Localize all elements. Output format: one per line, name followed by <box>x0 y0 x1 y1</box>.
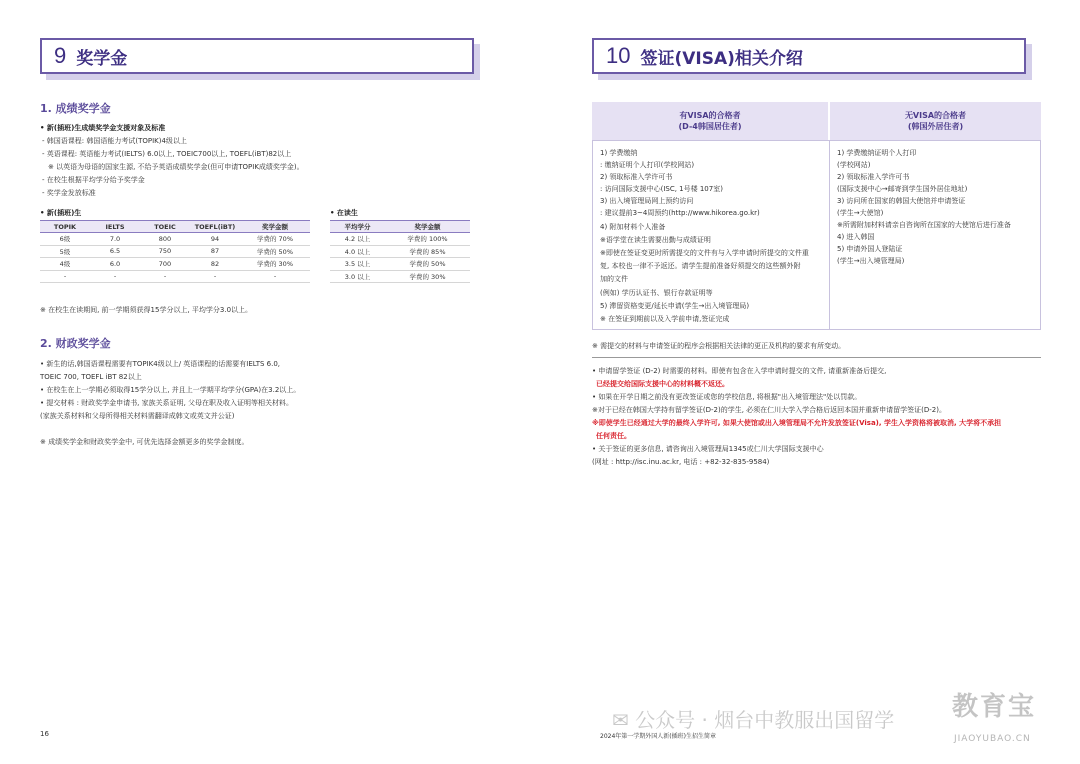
table-cell: 6级 <box>40 233 90 246</box>
table-cell: 5级 <box>40 245 90 258</box>
table-header: TOEFL(iBT) <box>190 221 240 233</box>
table-cell: 学费的 50% <box>385 258 470 271</box>
watermark <box>612 704 894 733</box>
table-cell: 3.5 以上 <box>330 258 385 271</box>
visa-note: ※对于已经在韩国大学持有留学签证(D-2)的学生, 必须在仁川大学入学合格后返回本国并重新申请留学签证(D-2)。 <box>592 406 946 414</box>
table-header: IELTS <box>90 221 140 233</box>
table-cell: 87 <box>190 245 240 258</box>
table-row <box>330 270 470 283</box>
page-number: 16 <box>40 730 49 738</box>
visa-step: : 缴纳证明个人打印(学校网站) <box>600 161 695 169</box>
visa-warning: 已经提交给国际支援中心的材料概不返还。 <box>596 380 729 388</box>
table-cell: - <box>240 270 310 283</box>
logo-sub: JIAOYUBAO.CN <box>954 734 1031 744</box>
visa-warning: ※即使学生已经通过大学的最终入学许可, 如果大使馆或出入境管理局不允许发放签证(Visa), 学生入学资格将被取消, 大学将不承担 <box>592 419 1002 427</box>
s1-line: - 奖学金发放标准 <box>42 189 96 197</box>
visa-step: ※即使在签证变更时所需提交的文件有与入学申请时所提交的文件重 <box>600 249 809 257</box>
visa-step: 4) 进入韩国 <box>837 233 875 241</box>
s2-line: • 提交材料 : 财政奖学金申请书, 家族关系证明, 父母在职及收入证明等相关材料。 <box>40 399 294 407</box>
visa-step: ※ 在签证到期前以及入学前申请,签证完成 <box>600 315 730 323</box>
table-header-row <box>40 221 310 233</box>
table1-label: • 新(插班)生 <box>40 209 82 217</box>
table-cell: - <box>40 270 90 283</box>
visa-step: (例如) 学历认证书、银行存款证明等 <box>600 289 713 297</box>
table-row <box>40 258 310 271</box>
table-row <box>330 258 470 271</box>
visa-step: (国际支援中心→邮寄到学生国外居住地址) <box>837 185 968 193</box>
table-cell: 学费的 100% <box>385 233 470 246</box>
visa-step: 3) 访问所在国家的韩国大使馆并申请签证 <box>837 197 966 205</box>
new-student-scholarship-table <box>40 220 310 283</box>
table-cell: 学费的 30% <box>385 270 470 283</box>
visa-step: 3) 出入境管理局网上预约访问 <box>600 197 694 205</box>
table-cell: 学费的 70% <box>240 233 310 246</box>
merit-scholarship-heading: 1. 成绩奖学金 <box>40 102 111 115</box>
col-title: 有VISA的合格者 <box>679 111 741 120</box>
visa-step: 加的文件 <box>600 275 628 283</box>
visa-step: 1) 学费缴纳证明个人打印 <box>837 149 917 157</box>
section-10-header <box>592 38 1026 74</box>
visa-step: 1) 学费缴纳 <box>600 149 638 157</box>
table-cell: - <box>140 270 190 283</box>
table-cell: 700 <box>140 258 190 271</box>
table-row <box>330 233 470 246</box>
divider <box>592 357 1041 358</box>
table-cell: 4.0 以上 <box>330 245 385 258</box>
s2-line: (家族关系材料和父母所得相关材料需翻译成韩文或英文并公证) <box>40 412 235 420</box>
table-cell: 3.0 以上 <box>330 270 385 283</box>
s2-line: • 新生的话,韩国语课程需要有TOPIK4级以上/ 英语课程的话需要有IELTS 6.0, <box>40 360 281 368</box>
section-title: 奖学金 <box>76 48 128 69</box>
table-cell: 学费的 30% <box>240 258 310 271</box>
table-cell: 94 <box>190 233 240 246</box>
visa-bullet: • 关于签证的更多信息, 请咨询出入境管理局1345或仁川大学国际支援中心 <box>592 445 824 453</box>
s1-line: • 新(插班)生成绩奖学金支援对象及标准 <box>40 124 166 132</box>
visa-step: (学生→出入境管理局) <box>837 257 905 265</box>
visa-step: 2) 领取标准入学许可书 <box>837 173 910 181</box>
visa-step: 5) 申请外国人登陆证 <box>837 245 903 253</box>
table-header: 奖学金额 <box>385 221 470 233</box>
wechat-icon: ✉ <box>612 708 629 732</box>
table-cell: - <box>190 270 240 283</box>
visa-step: ※语学堂在读生需要出勤与成绩证明 <box>600 236 711 244</box>
table-row <box>40 233 310 246</box>
table-header: TOEIC <box>140 221 190 233</box>
table-cell: 6.5 <box>90 245 140 258</box>
table-header: 奖学金额 <box>240 221 310 233</box>
s2-line: • 在校生在上一学期必须取得15学分以上, 并且上一学期平均学分(GPA)在3.2以上。 <box>40 386 301 394</box>
col-without-visa-header <box>830 102 1041 140</box>
visa-table-note: ※ 需提交的材料与申请签证的程序会根据相关法律的更正及机构的要求有所变动。 <box>592 342 846 350</box>
visa-step: 5) 滞留资格变更/延长申请(学生→出入境管理局) <box>600 302 750 310</box>
table-cell: 7.0 <box>90 233 140 246</box>
footer-text: 2024年第一学期外国人新(插班)生招生简章 <box>600 733 716 740</box>
table-cell: 750 <box>140 245 190 258</box>
table-header: TOPIK <box>40 221 90 233</box>
visa-step: : 访问国际支援中心(ISC, 1号楼 107室) <box>600 185 723 193</box>
right-page <box>540 0 1080 764</box>
table-cell: 800 <box>140 233 190 246</box>
watermark-text: 公众号 · 烟台中教服出国留学 <box>635 708 895 732</box>
table-cell: 学费的 85% <box>385 245 470 258</box>
table-cell: 学费的 50% <box>240 245 310 258</box>
table-cell: - <box>90 270 140 283</box>
visa-step: 4) 附加材料个人准备 <box>600 223 666 231</box>
visa-step: (学生→大使馆) <box>837 209 884 217</box>
section-9-header <box>40 38 474 74</box>
col-subtitle: (韩国外居住者) <box>907 122 964 131</box>
financial-scholarship-heading: 2. 财政奖学金 <box>40 337 111 350</box>
section-title: 签证(VISA)相关介绍 <box>640 48 803 69</box>
visa-step: 2) 领取标准入学许可书 <box>600 173 673 181</box>
s2-line: TOEIC 700, TOEFL iBT 82以上 <box>40 373 142 381</box>
table2-label: • 在读生 <box>330 209 358 217</box>
table-cell: 82 <box>190 258 240 271</box>
visa-contact: (网址 : http://isc.inu.ac.kr, 电话 : +82-32-835-9584) <box>592 458 770 466</box>
table-cell: 4.2 以上 <box>330 233 385 246</box>
section-number: 10 <box>606 43 631 68</box>
visa-warning: 任何责任。 <box>596 432 631 440</box>
col-title: 无VISA的合格者 <box>904 111 967 120</box>
logo: 教育宝 <box>952 692 1037 722</box>
s1-line: - 英语课程: 英语能力考试(IELTS) 6.0以上, TOEIC700以上, TOEFL(iBT)82以上 <box>42 150 292 158</box>
note-gpa: ※ 在校生在读期间, 前一学期须获得15学分以上, 平均学分3.0以上。 <box>40 306 253 314</box>
table-cell: 6.0 <box>90 258 140 271</box>
col-with-visa-header <box>592 102 828 140</box>
table-header-row <box>330 221 470 233</box>
note-choose: ※ 成绩奖学金和财政奖学金中, 可优先选择金额更多的奖学金制度。 <box>40 438 249 446</box>
visa-step: (学校网站) <box>837 161 871 169</box>
visa-bullet: • 申请留学签证 (D-2) 时需要的材料。即使有包含在入学申请时提交的文件, 请重新准备后提交, <box>592 367 887 375</box>
section-number: 9 <box>54 43 67 68</box>
s1-line: - 在校生根据平均学分给予奖学金 <box>42 176 145 184</box>
table-header: 平均学分 <box>330 221 385 233</box>
visa-step: 复, 本校也一律不予返还。请学生提前准备好须提交的这些额外附 <box>600 262 801 270</box>
col-subtitle: (D-4韩国居住者) <box>678 122 742 131</box>
table-cell: 4级 <box>40 258 90 271</box>
table-row <box>330 245 470 258</box>
table-row <box>40 270 310 283</box>
s1-line: ※ 以英语为母语的国家生源, 不给予英语成绩奖学金(但可申请TOPIK成绩奖学金)。 <box>48 163 304 171</box>
table-row <box>40 245 310 258</box>
visa-step: : 建议提前3~4周预约(http://www.hikorea.go.kr) <box>600 209 760 217</box>
visa-bullet: • 如果在开学日期之前没有更改签证或您的学校信息, 将根据"出入境管理法"处以罚款。 <box>592 393 862 401</box>
current-student-scholarship-table <box>330 220 470 283</box>
s1-line: - 韩国语课程: 韩国语能力考试(TOPIK)4级以上 <box>42 137 187 145</box>
visa-step: ※所需附加材料请亲自咨询所在国家的大使馆后进行准备 <box>837 221 1011 229</box>
